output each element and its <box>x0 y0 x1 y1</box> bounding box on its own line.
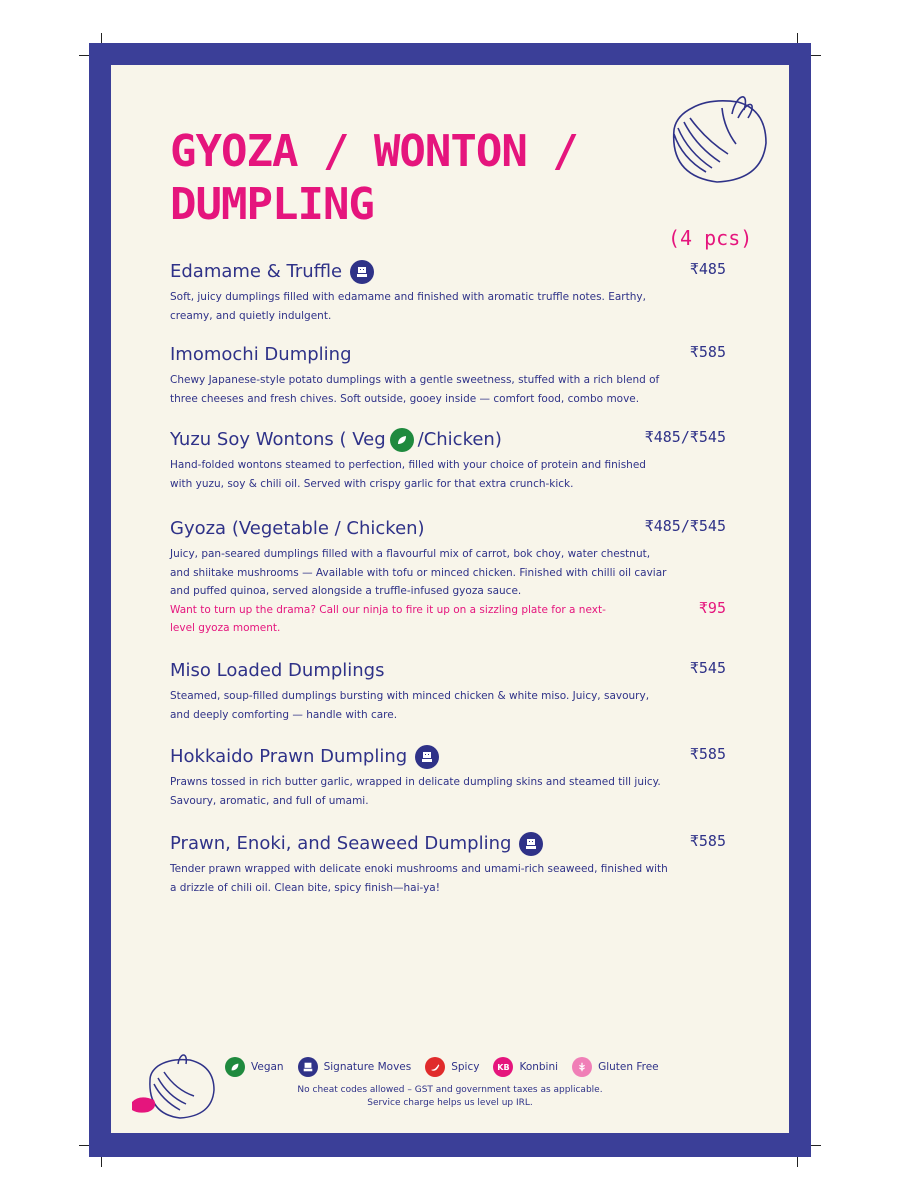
footnote <box>250 1084 650 1110</box>
legend-item: Vegan <box>225 1057 284 1077</box>
menu-item <box>170 428 730 493</box>
signature-moves-icon <box>298 1057 318 1077</box>
item-description: Steamed, soup-filled dumplings bursting with minced chicken & white miso. Juicy, savoury, and deeply comforting — handle with care. <box>170 690 650 721</box>
legend-item: Signature Moves <box>298 1057 412 1077</box>
item-price: ₹485/₹545 <box>644 428 726 446</box>
legend-item: Gluten Free <box>572 1057 659 1077</box>
portion-note: (4 pcs) <box>668 226 753 250</box>
crop-mark <box>101 1157 102 1167</box>
item-price: ₹585 <box>689 343 726 361</box>
dumpling-illustration <box>662 88 772 188</box>
item-name: Hokkaido Prawn Dumpling <box>170 746 408 767</box>
item-description: Tender prawn wrapped with delicate enoki mushrooms and umami-rich seaweed, finished with a drizzle of chili oil. Clean bite, spicy finish—hai-ya! <box>170 863 668 894</box>
signature-moves-icon <box>519 832 543 856</box>
menu-item <box>170 659 730 724</box>
crop-mark <box>101 33 102 43</box>
item-price: ₹485 <box>689 260 726 278</box>
item-description: Soft, juicy dumplings filled with edamame and finished with aromatic truffle notes. Earthy, creamy, and quietly indulgent. <box>170 291 646 322</box>
item-name: Miso Loaded Dumplings <box>170 660 385 681</box>
menu-item <box>170 260 730 325</box>
item-description: Prawns tossed in rich butter garlic, wrapped in delicate dumpling skins and steamed till juicy. Savoury, aromatic, and full of umami. <box>170 776 661 807</box>
crop-mark <box>797 1157 798 1167</box>
legend-item: Spicy <box>425 1057 479 1077</box>
spicy-icon <box>425 1057 445 1077</box>
konbini-icon: KB <box>493 1057 513 1077</box>
item-price: ₹545 <box>689 659 726 677</box>
page-title: GYOZA / WONTON / DUMPLING <box>170 126 578 230</box>
item-description: Chewy Japanese-style potato dumplings with a gentle sweetness, stuffed with a rich blend of three cheeses and fresh chives. Soft outside, gooey inside — comfort food, combo move. <box>170 374 660 405</box>
gluten-free-icon <box>572 1057 592 1077</box>
item-addon-note: Want to turn up the drama? Call our ninja to fire it up on a sizzling plate for a next-level gyoza moment. <box>170 603 606 634</box>
dumpling-mascot-icon <box>128 1050 220 1124</box>
footnote-line: Service charge helps us level up IRL. <box>367 1098 533 1108</box>
vegan-icon <box>390 428 414 452</box>
menu-item <box>170 745 730 810</box>
signature-moves-icon <box>415 745 439 769</box>
menu-item <box>170 517 730 638</box>
crop-mark <box>811 55 821 56</box>
item-description: Hand-folded wontons steamed to perfection, filled with your choice of protein and finished with yuzu, soy & chili oil. Served with crispy garlic for that extra crunch-kick. <box>170 459 646 490</box>
legend-item: KB Konbini <box>493 1057 558 1077</box>
item-addon-price: ₹95 <box>698 599 726 617</box>
item-name-suffix: /Chicken) <box>417 429 502 450</box>
item-price: ₹485/₹545 <box>644 517 726 535</box>
crop-mark <box>79 1145 89 1146</box>
vegan-icon <box>225 1057 245 1077</box>
item-price: ₹585 <box>689 832 726 850</box>
item-price: ₹585 <box>689 745 726 763</box>
legend <box>225 1057 673 1077</box>
signature-moves-icon <box>350 260 374 284</box>
crop-mark <box>811 1145 821 1146</box>
item-description: Juicy, pan-seared dumplings filled with a flavourful mix of carrot, bok choy, water chestnut, and shiitake mushrooms — Available with tofu or minced chicken. Finished with chilli oil caviar and puffed quinoa, served alongside a truffle-infused gyoza sauce. <box>170 548 667 597</box>
footnote-line: No cheat codes allowed – GST and government taxes as applicable. <box>297 1085 603 1095</box>
item-name: Prawn, Enoki, and Seaweed Dumpling <box>170 833 512 854</box>
crop-mark <box>79 55 89 56</box>
crop-mark <box>797 33 798 43</box>
item-name: Edamame & Truffle <box>170 261 343 282</box>
item-name: Gyoza (Vegetable / Chicken) <box>170 518 425 539</box>
item-name: Yuzu Soy Wontons ( Veg <box>170 429 386 450</box>
item-name: Imomochi Dumpling <box>170 344 352 365</box>
menu-item <box>170 832 730 897</box>
menu-item <box>170 343 730 408</box>
